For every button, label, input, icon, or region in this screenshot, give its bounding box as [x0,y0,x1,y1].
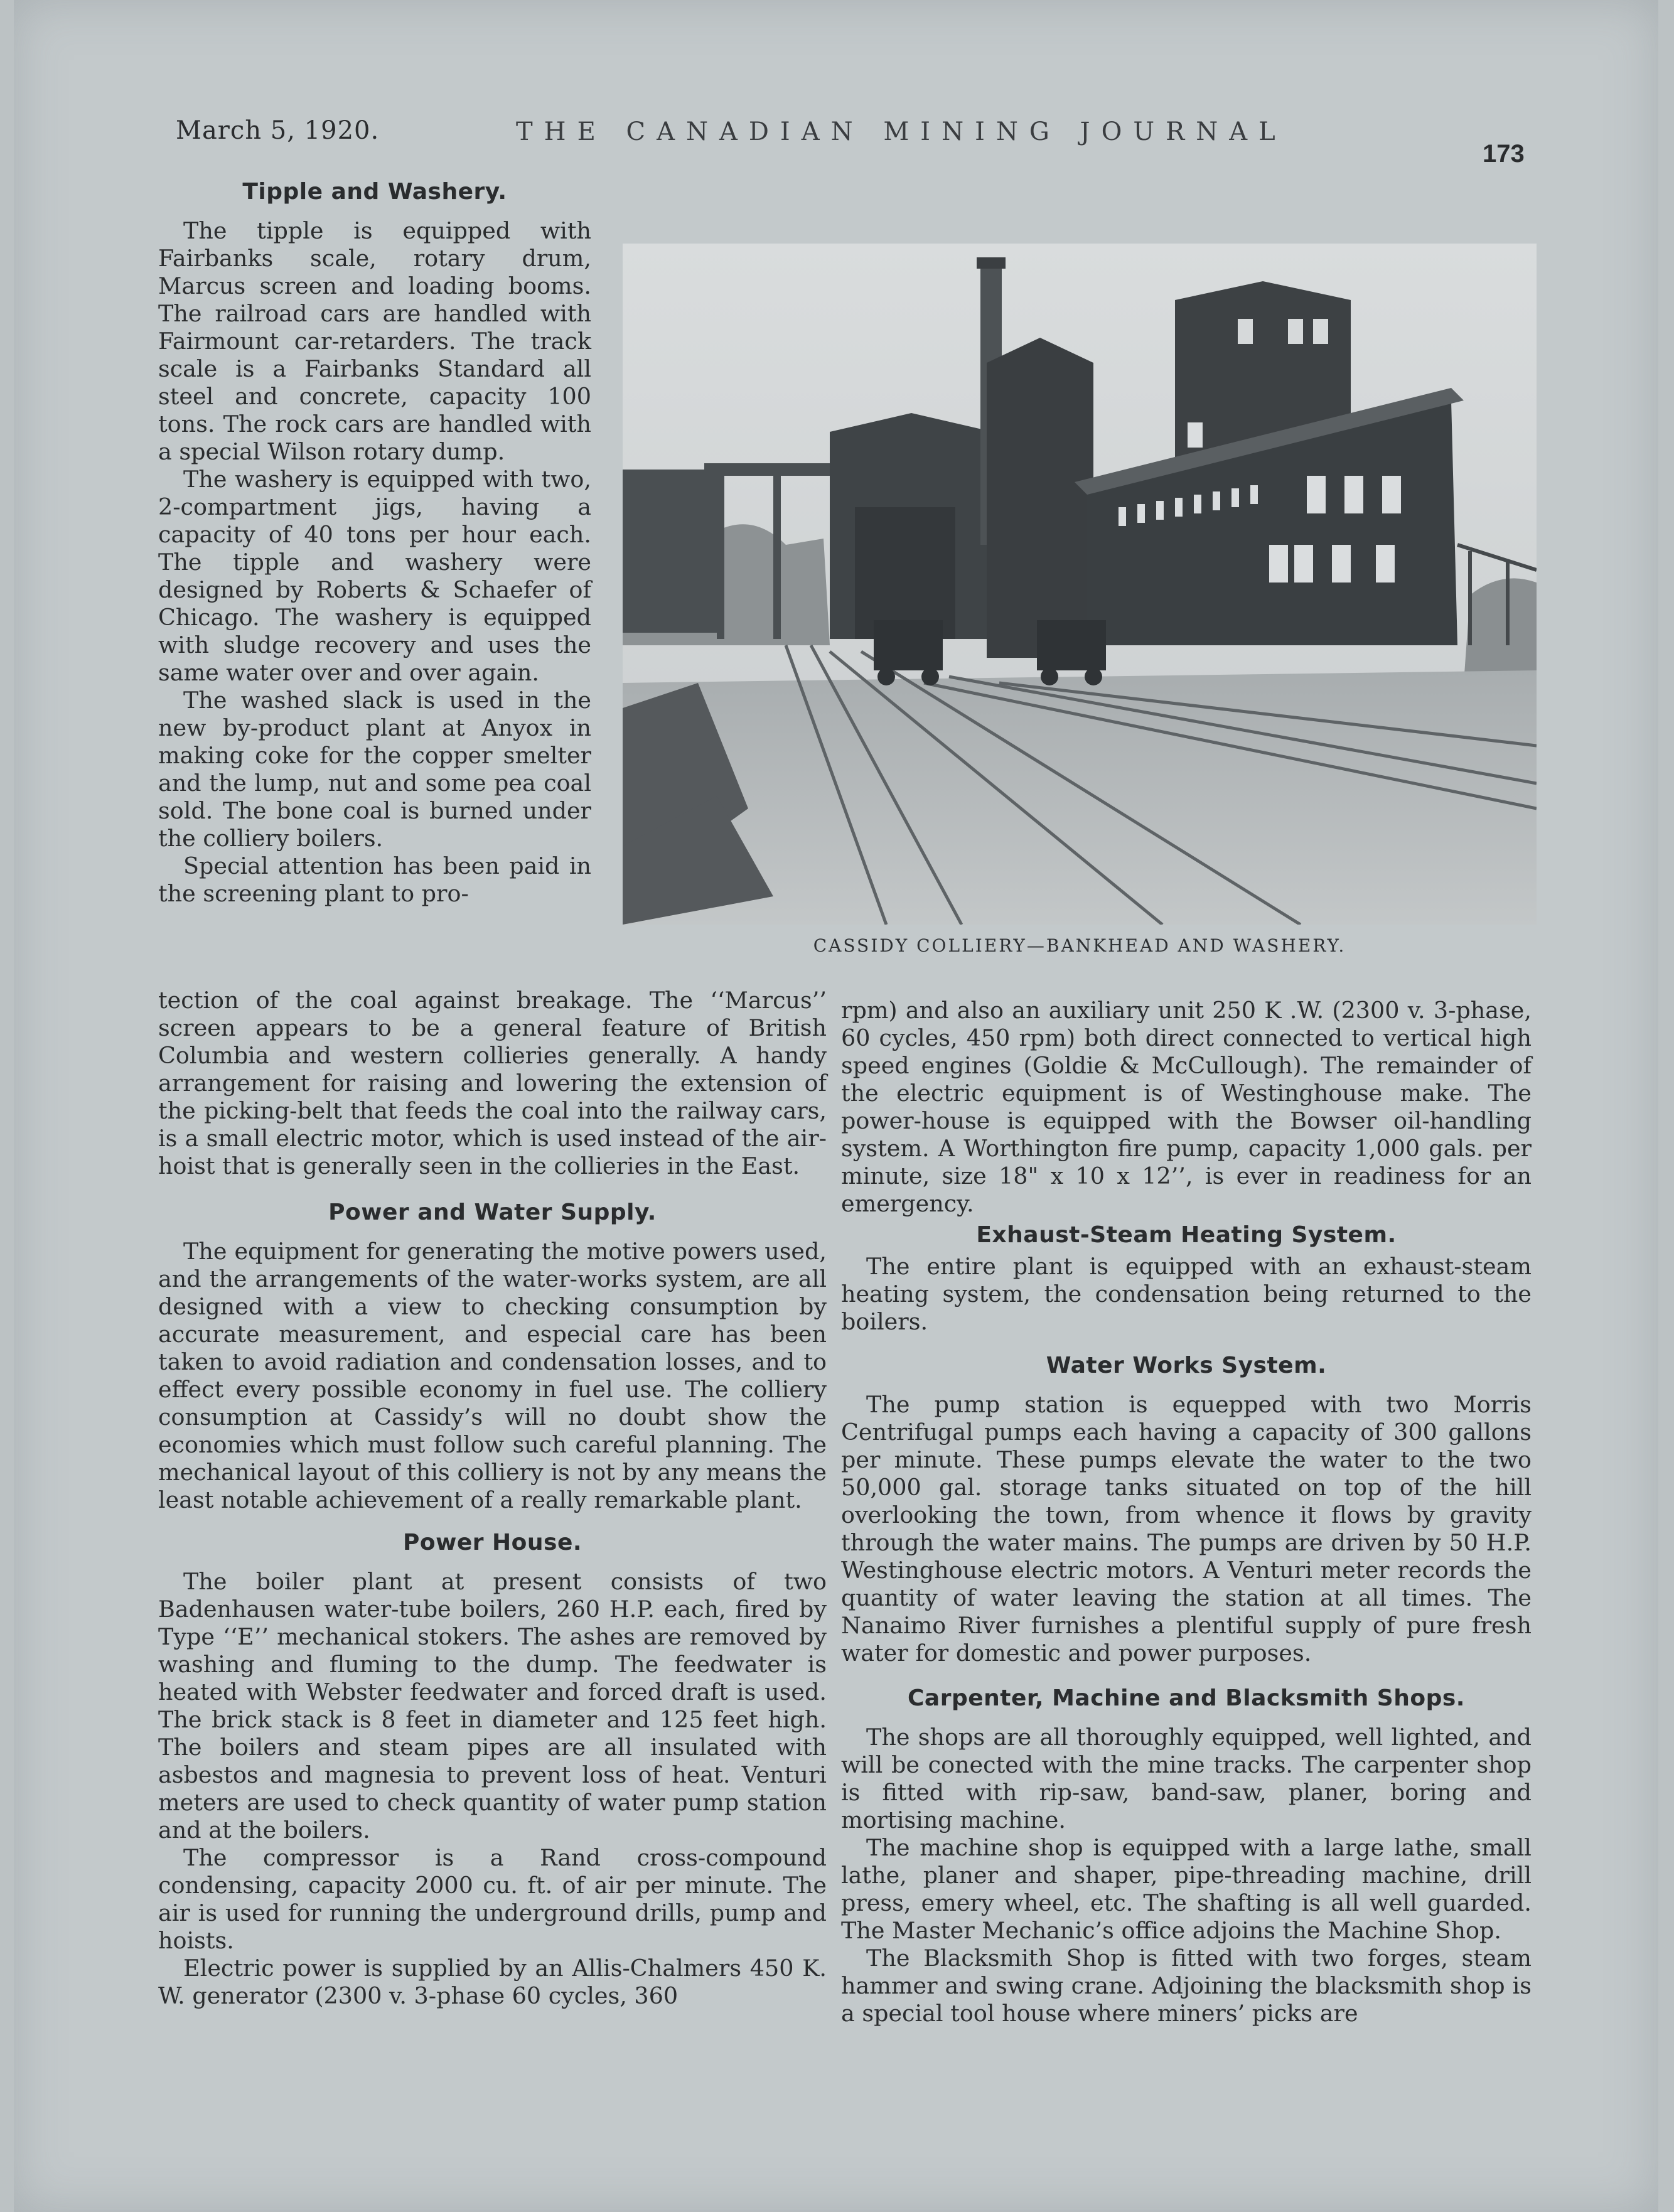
paragraph: The shops are all thoroughly equipped, well lighted, and will be conected with the mine tracks. The carpenter shop is fitted with rip-saw, band-saw, planer, boring and mortising machine. [841,1724,1532,1833]
paragraph: tection of the coal against breakage. The ‘‘Marcus’’ screen appears to be a general feature of British Columbia and western collieries generally. A handy arrangement for raising and lowering the extension of the picking-belt that feeds the coal into the railway cars, is a small electric motor, which is used instead of the air-hoist that is generally seen in the collieries in the East. [158,987,827,1179]
heading-shops: Carpenter, Machine and Blacksmith Shops. [908,1685,1465,1711]
paragraph: The washed slack is used in the new by-product plant at Anyox in making coke for the copper smelter and the lump, nut and some pea coal sold. The bone coal is burned under the colliery boilers. [158,687,591,852]
colliery-photograph [623,244,1537,925]
column-right-lower [841,997,1532,2027]
column-left-lower [158,987,827,2010]
paragraph: The compressor is a Rand cross-compound condensing, capacity 2000 cu. ft. of air per minute. The air is used for running the underground drills, pump and hoists. [158,1844,827,1954]
paragraph: The pump station is equepped with two Morris Centrifugal pumps each having a capacity of 300 gallons per minute. These pumps elevate the water to the two 50,000 gal. storage tanks situated on top of the hill overlooking the town, from whence it flows by gravity through the water mains. The pumps are driven by 50 H.P. Westinghouse electric motors. A Venturi meter records the quantity of water leaving the station at all times. The Nanaimo River furnishes a plentiful supply of pure fresh water for domestic and power purposes. [841,1391,1532,1667]
paragraph: Electric power is supplied by an Allis-Chalmers 450 K. W. generator (2300 v. 3-phase 60 cycles, 360 [158,1955,827,2009]
paragraph: Special attention has been paid in the screening plant to pro- [158,852,591,907]
paragraph: rpm) and also an auxiliary unit 250 K .W. (2300 v. 3-phase, 60 cycles, 450 rpm) both direct connected to vertical high speed engines (Goldie & McCullough). The remainder of the electric equipment is of Westinghouse make. The power-house is equipped with the Bowser oil-handling system. A Worthington fire pump, capacity 1,000 gals. per minute, size 18" x 10 x 12’’, is ever in readiness for an emergency. [841,997,1532,1217]
heading-water-works: Water Works System. [1046,1353,1327,1378]
issue-date: March 5, 1920. [176,116,380,145]
heading-power-house: Power House. [402,1530,582,1555]
journal-page [14,0,1658,2212]
page-number: 173 [1483,140,1525,168]
paragraph: The washery is equipped with two, 2-compartment jigs, having a capacity of 40 tons per hour each. The tipple and washery were designed by Roberts & Schaefer of Chicago. The washery is equipped with sludge recovery and uses the same water over and over again. [158,466,591,686]
column-left-upper [158,171,591,908]
paragraph: The entire plant is equipped with an exhaust-steam heating system, the condensation being returned to the boilers. [841,1253,1532,1335]
paragraph: The equipment for generating the motive powers used, and the arrangements of the water-works system, are all designed with a view to checking consumption by accurate measurement, and especial care has been taken to avoid radiation and condensation losses, and to effect every possible economy in fuel use. The colliery consumption at Cassidy’s will no doubt show the economies which must follow such careful planning. The mechanical layout of this colliery is not by any means the least notable achievement of a really remarkable plant. [158,1238,827,1513]
paragraph: The tipple is equipped with Fairbanks scale, rotary drum, Marcus screen and loading booms. The railroad cars are handled with Fairmount car-retarders. The track scale is a Fairbanks Standard all steel and concrete, capacity 100 tons. The rock cars are handled with a special Wilson rotary dump. [158,217,591,465]
paragraph: The Blacksmith Shop is fitted with two forges, steam hammer and swing crane. Adjoining the blacksmith shop is a special tool house where miners’ picks are [841,1945,1532,2027]
heading-exhaust-steam: Exhaust-Steam Heating System. [976,1222,1397,1248]
journal-title: THE CANADIAN MINING JOURNAL [516,117,1287,146]
paragraph: The boiler plant at present consists of two Badenhausen water-tube boilers, 260 H.P. each, fired by Type ‘‘E’’ mechanical stokers. The ashes are removed by washing and fluming to the dump. The feedwater is heated with Webster feedwater and forced draft is used. The brick stack is 8 feet in diameter and 125 feet high. The boilers and steam pipes are all insulated with asbestos and magnesia to prevent loss of heat. Venturi meters are used to check quantity of water pump station and at the boilers. [158,1568,827,1844]
running-header [14,116,1658,168]
photo-caption: CASSIDY COLLIERY—BANKHEAD AND WASHERY. [813,935,1346,956]
paragraph: The machine shop is equipped with a large lathe, small lathe, planer and shaper, pipe-threading machine, drill press, emery wheel, etc. The shafting is all well guarded. The Master Mechanic’s office adjoins the Machine Shop. [841,1834,1532,1944]
heading-tipple-washery: Tipple and Washery. [242,179,507,205]
heading-power-water-supply: Power and Water Supply. [328,1200,657,1225]
